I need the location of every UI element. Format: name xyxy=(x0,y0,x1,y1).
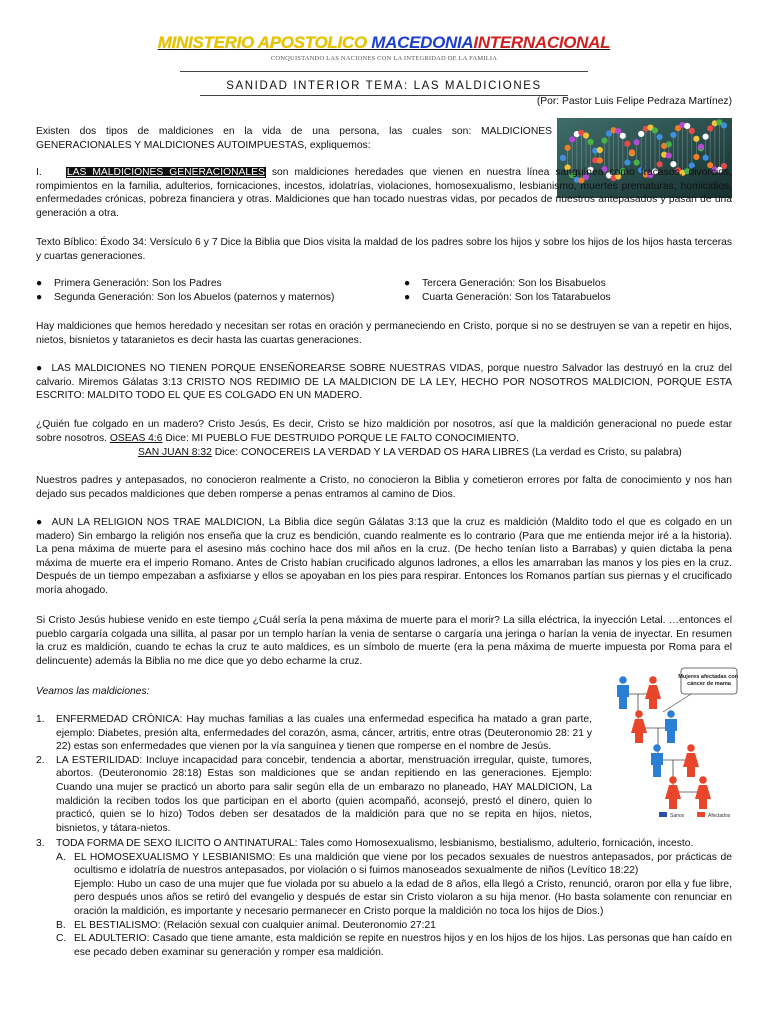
san-juan-reference: SAN JUAN 8:32 xyxy=(138,447,212,458)
list-item: 1. ENFERMEDAD CRÓNICA: Hay muchas familias a las cuales una enfermedad especifica ha matado a gran parte, ejemplo: Diabetes, presión alta, enfermedades del corazón, asma, cáncer, artritis, entre otras (Deuteronomio 28: 21 y 22) estas son enfermedades que vienen por la vía sanguínea y tienen que romperse en el nombre de Jesús. xyxy=(36,714,592,753)
biblical-text-paragraph: Texto Bíblico: Éxodo 34: Versículo 6 y 7 Dice la Biblia que Dios visita la maldad de los padres sobre los hijos y sobre los hijos de los hijos hasta terceras y cuartas generaciones. xyxy=(36,237,732,262)
section-title: SANIDAD INTERIOR TEMA: LAS MALDICIONES xyxy=(226,80,542,92)
curses-list xyxy=(36,713,592,835)
san-juan-line: SAN JUAN 8:32 Dice: CONOCEREIS LA VERDAD Y LA VERDAD OS HARA LIBRES (La verdad es Cristo, su palabra) xyxy=(138,447,682,458)
header-divider xyxy=(180,71,588,72)
generational-paragraph xyxy=(36,166,732,220)
bullet-icon: ● xyxy=(36,517,52,528)
dna-bead xyxy=(666,141,672,147)
dna-bead xyxy=(624,141,630,147)
dna-bead xyxy=(634,159,640,165)
dna-bead xyxy=(597,157,603,163)
dna-bead xyxy=(629,149,635,155)
dna-bead xyxy=(565,145,571,151)
title-part-macedonia: MACEDONIA xyxy=(371,33,474,52)
generations-right-column xyxy=(404,277,734,305)
title-part-internacional: INTERNACIONAL xyxy=(473,33,611,52)
inherited-curses-paragraph: Hay maldiciones que hemos heredado y necesitan ser rotas en oración y permaneciendo en Cristo, porque si no se destruyen se van a repetir en hijos, nietos, bisnietos y tataranietos es decir hasta las cuartas generaciones. xyxy=(36,321,732,346)
generational-curses-highlight: LAS MALDICIONES GENERACIONALES xyxy=(66,167,265,178)
legend-label-sanos: Sanos xyxy=(670,813,685,819)
dna-bead xyxy=(597,147,603,153)
sub-list-item: B. EL BESTIALISMO: (Relación sexual con cualquier animal. Deuteronomio 27:21 xyxy=(56,919,436,931)
bullet-icon: ● xyxy=(36,278,43,289)
dna-bead xyxy=(601,137,607,143)
dna-bead xyxy=(703,155,709,161)
legend-swatch-sanos xyxy=(659,812,667,817)
dna-bead xyxy=(684,123,690,129)
generation-item: ● Tercera Generación: Son los Bisabuelos xyxy=(404,278,606,289)
legend-label-afectados: Afectados xyxy=(708,813,731,819)
roman-numeral-one: I. xyxy=(36,167,42,178)
callout-text: Mujeres afectadas con cáncer de mama xyxy=(678,674,739,687)
bullet-icon: ● xyxy=(36,292,43,303)
dna-bead xyxy=(693,154,699,160)
family-tree-diagram xyxy=(601,660,741,825)
dna-bead xyxy=(703,134,709,140)
sub-list-item: A. EL HOMOSEXUALISMO Y LESBIANISMO: Es una maldición que viene por los pecados sexuales de nuestros antepasados, por prácticas de ocultismo e idolatría de nuestros antepasados, por violación o si fuimos manoseados sexualmente de niños (Levítico 18:22) Ejemplo: Hubo un caso de una mujer que fue violada por su abuelo a la edad de 8 años, ella llegó a Cristo, renunció, oraron por ella y fue libre, pero después unos años se retiró del evangelio y después de estar sin Cristo violaron a su hija menor. (Ho basta solamente con renunciar en oración la maldición, es importante y necesario permanecer en Cristo porque la maldición no toca los hijos de Dios.) xyxy=(56,851,732,917)
who-was-hung-paragraph: ¿Quién fue colgado en un madero? Cristo Jesús, Es decir, Cristo se hizo maldición por nosotros, así que la maldición generacional no puede estar sobre nosotros. OSEAS 4:6 Dice: MI PUEBLO FUE DESTRUIDO PORQUE LE FALTO CONOCIMIENTO. xyxy=(36,419,732,444)
no-dominion-paragraph: ● LAS MALDICIONES NO TIENEN PORQUE ENSEÑOREARSE SOBRE NUESTRAS VIDAS, porque nuestro Salvador las destruyó en la cruz del calvario. Miremos Gálatas 3:13 CRISTO NOS REDIMIO DE LA MALDICION DE LA LEY, HECHO POR NOSOTROS MALDICION, PORQUE ESTA ESCRITO: MALDITO TODO EL QUE ES COLGADO EN UN MADERO. xyxy=(36,363,732,402)
dna-bead xyxy=(689,128,695,134)
dna-bead xyxy=(624,159,630,165)
dna-bead xyxy=(615,128,621,134)
list-item: 2. LA ESTERILIDAD: Incluye incapacidad para concebir, tendencia a abortar, menstruación irregular, quiste, tumores, abortos. (Deuteronomio 28:18) Estas son maldiciones que se andan repitiendo en las generaciones. Ejemplo: Cuando una mujer se practicó un aborto para salir según ella de un embarazo no planeado, HAY MALDICION, La maldición la reciben todos los que participan en el aborto (quien acompañó, aconsejó, prestó el dinero, quien lo practicó, quien se lo hizo) Todos deben ser desatados de la maldición para que no se repita en hijos, nietos, bisnietos, y tátara-nietos. xyxy=(36,754,592,834)
generation-item: ● Segunda Generación: Son los Abuelos (paternos y maternos) xyxy=(36,292,335,303)
dna-bead xyxy=(569,136,575,142)
generational-curses-text: son maldiciones heredades que vienen en nuestra línea sanguínea como fracasos, divorcios, rompimientos en la familia, adulterios, fornicaciones, incestos, idolatrías, violaciones, homosexualismo, lesbianismo, muertes prematuras, homicidios, enfermedades crónicas, pobreza financiera y otras. Maldiciones que han tocado nuestras vidas, por pecados de nuestros antepasados y pasan de una generación a otra. xyxy=(36,167,732,219)
bullet-icon: ● xyxy=(36,363,52,374)
author-line: (Por: Pastor Luis Felipe Pedraza Martínez) xyxy=(536,96,732,107)
dna-bead xyxy=(670,132,676,138)
section-divider xyxy=(200,95,568,96)
tagline: CONQUISTANDO LAS NACIONES CON LA INTEGRIDAD DE LA FAMILIA xyxy=(270,55,498,62)
dna-bead xyxy=(698,144,704,150)
dna-bead xyxy=(620,133,626,139)
generations-left-column xyxy=(36,277,396,305)
generation-item: ● Cuarta Generación: Son los Tatarabuelos xyxy=(404,292,611,303)
title-part-ministerio: MINISTERIO APOSTOLICO xyxy=(157,33,372,52)
dna-bead xyxy=(560,155,566,161)
veamos-heading: Veamos las maldiciones: xyxy=(36,686,150,697)
if-christ-paragraph: Si Cristo Jesús hubiese venido en este tiempo ¿Cuál sería la pena máxima de muerte para el morir? La silla eléctrica, la inyección Letal. …entonces el pueblo cargaría colgada una sillita, al pasar por un templo harían la venia de sentarse o cargaría una jeringa o harían la venia de inyectar. En resumen la cruz es maldición, cuando te echas la cruz te auto maldices, es un símbolo de muerte (era la pena máxima de muerte impuesta por Roma para el delincuente) además la Biblia no me dice que yo debo echarme la cruz. xyxy=(36,615,732,667)
bullet-icon: ● xyxy=(404,292,411,303)
dna-bead xyxy=(666,152,672,158)
dna-bead xyxy=(693,136,699,142)
dna-bead xyxy=(657,134,663,140)
sub-list-item: C. EL ADULTERIO: Casado que tiene amante, esta maldición se repite en nuestros hijos y en los hijos de los hijos. Las personas que han caído en ese pecado deben examinar su generación y romper esa maldición. xyxy=(56,933,732,958)
curses-list-continued xyxy=(36,837,732,959)
dna-bead xyxy=(638,131,644,137)
sub-list xyxy=(36,851,732,960)
list-item: 3. TODA FORMA DE SEXO ILICITO O ANTINATURAL: Tales como Homosexualismo, lesbianismo, bestialismo, adulterio, fornicación, incesto. xyxy=(36,838,694,849)
dna-bead xyxy=(583,132,589,138)
dna-bead xyxy=(634,139,640,145)
dna-bead xyxy=(588,139,594,145)
dna-bead xyxy=(721,122,727,128)
bullet-icon: ● xyxy=(404,278,411,289)
religion-paragraph: ● AUN LA RELIGION NOS TRAE MALDICION, La Biblia dice según Gálatas 3:13 que la cruz es maldición (Maldito todo el que es colgado en un madero) Sin embargo la religión nos enseña que la cruz es bendición, cuando realmente es lo contrario (Para que me entienda mejor iré a la historia). La pena máxima de muerte para el asesino más cochino hace dos mil años en la cruz. (De hecho tenían listo a Barrabas) y quien dictaba la pena máxima de muerte era el imperio Romano. Antes de Cristo habían crucificado algunos ladrones, a ellos les amarraban las manos y los pies en la cruz. Después de un tiempo empezaban a asfixiarse y ellos se apoyaban en los pies para respirar. Entonces los Romanos partían sus piernas y el crucificado moría ahogado. xyxy=(36,517,732,596)
oseas-reference: OSEAS 4:6 xyxy=(109,432,163,444)
ministry-title xyxy=(0,33,768,53)
intro-paragraph: Existen dos tipos de maldiciones en la vida de una persona, las cuales son: MALDICIONES GENERACIONALES Y MALDICIONES AUTOIMPUESTAS, expliquemos: xyxy=(36,126,552,151)
dna-bead xyxy=(652,127,658,133)
parents-paragraph: Nuestros padres y antepasados, no conocieron realmente a Cristo, no conocieron la Biblia y cometieron errores por falta de conocimiento y nos han dejado sus pecados maldiciones que deben romperse a penas entramos al camino de Dios. xyxy=(36,475,732,500)
dna-bead xyxy=(707,125,713,131)
generation-item: ● Primera Generación: Son los Padres xyxy=(36,278,222,289)
legend-swatch-afectados xyxy=(697,812,705,817)
